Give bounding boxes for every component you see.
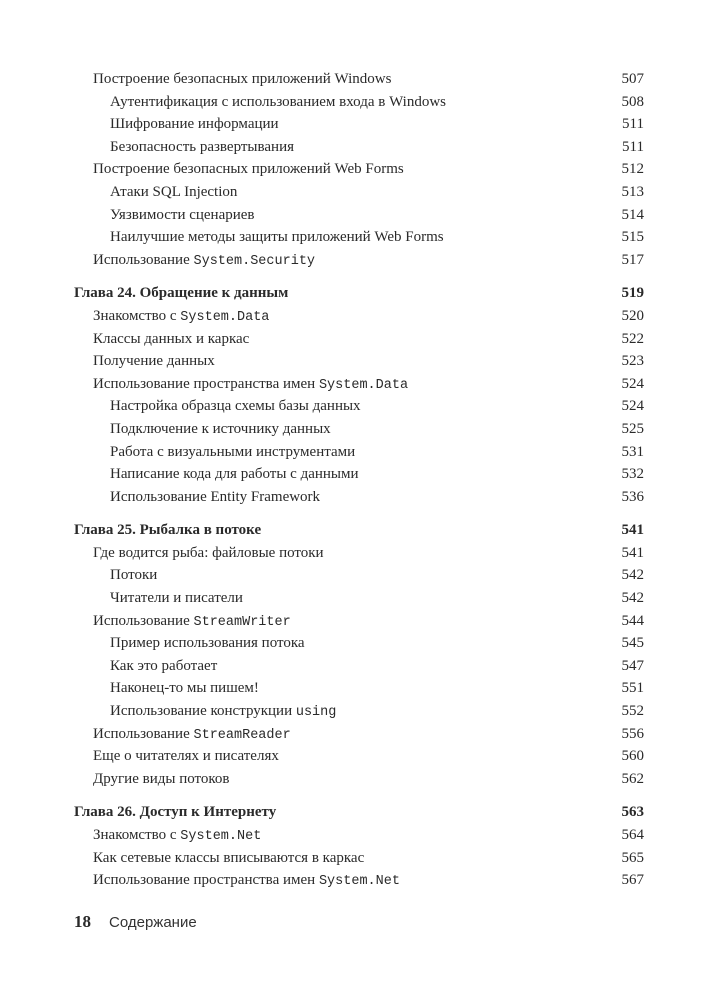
toc-entry-page: 511 [622, 116, 644, 133]
toc-entry-page: 565 [621, 849, 644, 866]
toc-entry-page: 544 [621, 612, 644, 629]
toc-entry-title: Использование [93, 251, 194, 268]
toc-entry-title: Знакомство с [93, 307, 181, 324]
toc-entry [74, 226, 644, 249]
toc-entry [74, 564, 644, 587]
toc-entry-title: Использование пространства имен [93, 872, 319, 889]
toc-entry [74, 350, 644, 373]
toc-entry-title: Построение безопасных приложений Web Forms [93, 161, 404, 178]
toc-entry-title: Написание кода для работы с данными [110, 466, 359, 483]
toc-entry-code: System.Data [318, 377, 409, 393]
toc-entry-page: 560 [621, 748, 644, 765]
toc-entry-code: System.Net [318, 874, 400, 890]
toc-entry-page: 531 [621, 443, 644, 460]
toc-entry [74, 542, 644, 565]
toc-entry-page: 514 [621, 206, 644, 223]
toc-entry-title: Аутентификация с использованием входа в Windows [110, 93, 447, 110]
toc-entry-title: Использование [93, 725, 194, 742]
toc-entry-code: StreamReader [193, 727, 291, 743]
toc-entry-page: 511 [622, 138, 644, 155]
toc-entry-title: Читатели и писатели [110, 590, 243, 607]
toc-entry-title: Настройка образца схемы базы данных [110, 398, 361, 415]
toc-entry [74, 441, 644, 464]
toc-entry-title: Глава 24. Обращение к данным [74, 285, 289, 302]
toc-entry-page: 567 [621, 872, 644, 889]
toc-chapter-entry [74, 282, 644, 305]
toc-entry-code: System.Security [193, 253, 316, 269]
toc-entry-page: 541 [621, 544, 644, 561]
toc-entry [74, 418, 644, 441]
toc-entry-page: 536 [621, 488, 644, 505]
toc-entry-page: 507 [621, 71, 644, 87]
toc-entry-page: 552 [621, 703, 644, 720]
toc-entry-page: 547 [621, 657, 644, 674]
toc-entry-title: Пример использования потока [110, 635, 305, 652]
toc-entry-title: Где водится рыба: файловые потоки [93, 544, 324, 561]
toc-entry [74, 745, 644, 768]
toc-entry [74, 768, 644, 791]
toc-entry-title: Классы данных и каркас [93, 330, 250, 347]
toc-entry-title: Глава 25. Рыбалка в потоке [74, 522, 262, 539]
toc-entry [74, 68, 644, 91]
toc-entry-title: Знакомство с [93, 827, 181, 843]
toc-entry [74, 869, 644, 892]
toc-entry-title: Безопасность развертывания [110, 138, 295, 155]
toc-entry-page: 551 [621, 680, 644, 697]
page-footer [74, 911, 197, 933]
toc-entry-page: 563 [621, 804, 644, 821]
toc-entry-page: 532 [621, 466, 644, 483]
toc-entry-page: 556 [621, 725, 644, 742]
toc-entry-title: Шифрование информации [110, 116, 279, 133]
toc-entry-title: Работа с визуальными инструментами [110, 443, 356, 460]
toc-entry [74, 632, 644, 655]
toc-entry [74, 91, 644, 114]
toc-entry [74, 723, 644, 746]
toc-entry-page: 545 [621, 635, 644, 652]
toc-entry-title: Как это работает [110, 657, 218, 674]
toc-entry-page: 515 [621, 229, 644, 246]
toc-entry [74, 204, 644, 227]
toc-entry-page: 517 [621, 251, 644, 268]
toc-chapter-entry [74, 519, 644, 542]
toc-entry [74, 700, 644, 723]
toc-entry-page: 523 [621, 353, 644, 370]
toc-entry-page: 562 [621, 770, 644, 787]
toc-entry-page: 524 [621, 398, 644, 415]
toc-entry-title: Использование конструкции [110, 703, 296, 720]
toc-entry-code: System.Net [180, 829, 262, 844]
toc-entry [74, 677, 644, 700]
toc-entry [74, 249, 644, 272]
toc-entry [74, 373, 644, 396]
toc-entry [74, 610, 644, 633]
running-title: Содержание [109, 914, 197, 931]
toc-entry-page: 519 [621, 285, 644, 302]
toc-entry-title: Как сетевые классы вписываются в каркас [93, 849, 365, 866]
toc-entry [74, 395, 644, 418]
toc-entry-title: Подключение к источнику данных [110, 420, 331, 437]
toc-entry-code: using [295, 705, 337, 721]
toc-entry-page: 520 [621, 307, 644, 324]
toc-entry [74, 463, 644, 486]
toc-entry-page: 508 [621, 93, 644, 110]
toc-entry-title: Уязвимости сценариев [110, 206, 255, 223]
toc-entry-page: 525 [621, 420, 644, 437]
toc-entry-title: Получение данных [93, 353, 215, 370]
toc-entry [74, 486, 644, 509]
toc-entry [74, 328, 644, 351]
toc-entry-title: Использование Entity Framework [110, 488, 321, 505]
toc-entry [74, 181, 644, 204]
toc-entry-title: Наилучшие методы защиты приложений Web Forms [110, 229, 444, 246]
toc-entry [74, 113, 644, 136]
toc-chapter-entry [74, 801, 644, 824]
toc-entry-code: StreamWriter [193, 614, 291, 630]
toc-entry-title: Другие виды потоков [93, 770, 230, 787]
toc-entry-title: Построение безопасных приложений Windows [93, 71, 392, 87]
toc-entry-page: 513 [621, 183, 644, 200]
toc-entry-title: Еще о читателях и писателях [93, 748, 279, 765]
toc-entry-title: Атаки SQL Injection [110, 183, 238, 200]
toc-entry-page: 541 [621, 522, 644, 539]
toc-entry [74, 655, 644, 678]
toc-entry-page: 524 [621, 375, 644, 392]
toc-entry [74, 847, 644, 870]
toc-entry [74, 587, 644, 610]
toc-entry [74, 824, 644, 847]
toc-entry-title: Использование пространства имен [93, 375, 319, 392]
toc-entry [74, 136, 644, 159]
toc-entry-title: Использование [93, 612, 194, 629]
toc-entry-code: System.Data [180, 309, 270, 325]
toc-entry-page: 542 [621, 590, 644, 607]
table-of-contents [74, 68, 644, 892]
toc-entry-page: 542 [621, 567, 644, 584]
toc-entry-page: 512 [621, 161, 644, 178]
toc-entry [74, 158, 644, 181]
toc-entry-title: Потоки [110, 567, 158, 584]
page-number: 18 [74, 912, 91, 931]
toc-entry-page: 522 [621, 330, 644, 347]
toc-entry-title: Глава 26. Доступ к Интернету [74, 804, 277, 821]
toc-entry [74, 305, 644, 328]
toc-entry-page: 564 [621, 827, 644, 843]
toc-entry-title: Наконец-то мы пишем! [110, 680, 259, 697]
